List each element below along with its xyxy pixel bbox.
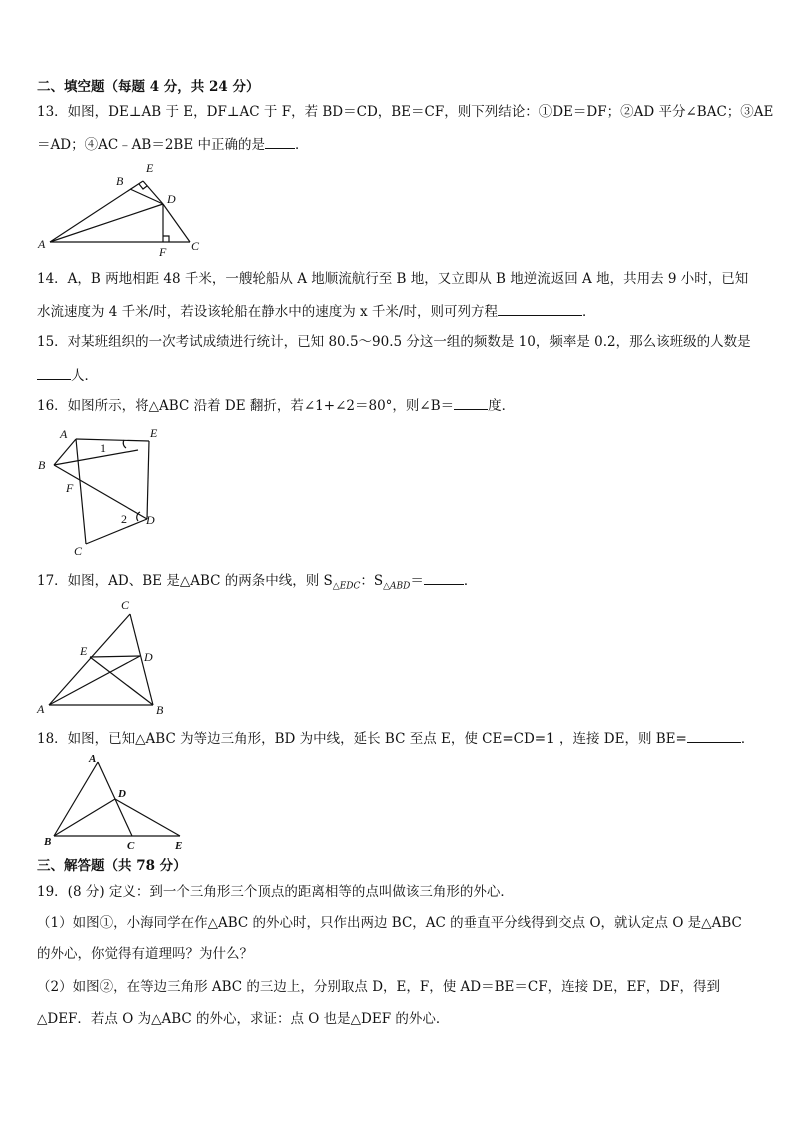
q18-line-BD bbox=[54, 799, 115, 836]
q13-label-C: C bbox=[191, 239, 200, 253]
q17-line bbox=[37, 571, 477, 596]
q17-ratio-sep: ：S bbox=[360, 573, 384, 589]
q19-line-1: 19．(8 分) 定义：到一个三角形三个顶点的距离相等的点叫做该三角形的外心． bbox=[37, 884, 514, 900]
q16-label-C: C bbox=[74, 544, 83, 558]
q16-line-ED bbox=[147, 441, 149, 519]
q19-line-2: （1）如图①，小海同学在作△ABC 的外心时，只作出两边 BC，AC 的垂直平分线得到交点 O，就认定点 O 是△ABC bbox=[37, 915, 742, 931]
q13-end: ． bbox=[294, 137, 309, 153]
q18-line-DE bbox=[115, 799, 180, 836]
q16-label-F: F bbox=[66, 481, 74, 495]
q17-line-AC bbox=[49, 614, 130, 705]
q17-label-C: C bbox=[121, 598, 130, 612]
q14-line-1: 14．A，B 两地相距 48 千米，一艘轮船从 A 地顺流航行至 B 地，又立即从 B 地逆流返回 A 地，共用去 9 小时，已知 bbox=[37, 271, 749, 287]
q13-line-AD bbox=[50, 204, 163, 242]
q17-label-B: B bbox=[156, 703, 164, 717]
q16-label-B: B bbox=[38, 458, 46, 472]
q17-diagram bbox=[34, 597, 174, 719]
q15-end: 人． bbox=[71, 368, 98, 384]
q13-text: ＝AD；④AC﹣AB＝2BE 中正确的是 bbox=[37, 137, 265, 153]
q17-equals: ＝ bbox=[410, 573, 424, 589]
q19-line-5: △DEF．若点 O 为△ABC 的外心，求证：点 O 也是△DEF 的外心． bbox=[37, 1011, 450, 1027]
q16-line-DC bbox=[86, 519, 147, 544]
q17-answer-blank bbox=[424, 571, 464, 585]
q16-diagram bbox=[34, 423, 174, 559]
q16-text: 16．如图所示，将△ABC 沿着 DE 翻折，若∠1+∠2＝80°，则∠B＝ bbox=[37, 398, 455, 414]
q17-end: ． bbox=[463, 573, 478, 589]
q16-angle-2-label: 2 bbox=[121, 512, 127, 526]
q13-right-angle-F bbox=[163, 236, 169, 242]
q18-label-D: D bbox=[118, 788, 126, 800]
q18-line bbox=[37, 729, 754, 748]
q16-line-CA bbox=[76, 439, 86, 544]
q16-figure bbox=[34, 423, 174, 563]
q16-answer-blank bbox=[454, 396, 488, 410]
q17-label-E: E bbox=[80, 644, 88, 658]
q13-label-D: D bbox=[167, 192, 176, 206]
q17-label-D: D bbox=[144, 650, 153, 664]
q17-subscript-2: △ABD bbox=[383, 581, 411, 592]
q13-line-AE bbox=[50, 181, 143, 242]
q18-label-E: E bbox=[175, 840, 183, 852]
q15-line-2 bbox=[37, 366, 98, 385]
q19-line-4: （2）如图②，在等边三角形 ABC 的三边上，分别取点 D，E，F，使 AD＝BE＝CF，连接 DE，EF，DF，得到 bbox=[37, 979, 720, 995]
q16-label-A: A bbox=[60, 427, 68, 441]
q18-text: 18．如图，已知△ABC 为等边三角形，BD 为中线，延长 BC 至点 E，使 CE=CD=1 ，连接 DE，则 BE= bbox=[37, 731, 687, 747]
q16-angle-1-arc bbox=[123, 440, 126, 448]
q18-label-A: A bbox=[89, 754, 97, 765]
q16-end: 度． bbox=[488, 398, 516, 414]
q13-label-A: A bbox=[38, 237, 46, 251]
q18-label-C: C bbox=[127, 840, 135, 852]
q19-line-3: 的外心，你觉得有道理吗？为什么？ bbox=[37, 946, 253, 962]
q17-line-EB bbox=[90, 657, 153, 705]
q13-figure bbox=[34, 158, 214, 262]
q18-label-B: B bbox=[44, 836, 52, 848]
section-2-title: 二、填空题（每题 4 分，共 24 分） bbox=[37, 79, 260, 95]
q13-diagram bbox=[34, 158, 214, 258]
q13-line-BD bbox=[130, 189, 163, 204]
q13-label-E: E bbox=[146, 161, 154, 175]
q14-line-2 bbox=[37, 302, 595, 321]
q17-line-AD bbox=[49, 656, 140, 705]
q18-line-BA bbox=[54, 762, 98, 836]
q14-end: ． bbox=[581, 304, 596, 320]
q13-line-2 bbox=[37, 135, 308, 154]
q18-figure bbox=[34, 754, 204, 858]
q17-subscript-1: △EDC bbox=[332, 581, 361, 592]
q16-label-E: E bbox=[150, 426, 158, 440]
q13-label-F: F bbox=[159, 245, 167, 258]
q16-line-AE bbox=[76, 439, 149, 441]
q16-angle-1-label: 1 bbox=[100, 441, 106, 455]
q13-answer-blank bbox=[265, 135, 295, 149]
q17-text: 17．如图，AD、BE 是△ABC 的两条中线，则 S bbox=[37, 573, 333, 589]
q15-answer-blank bbox=[37, 366, 71, 380]
q13-label-B: B bbox=[116, 174, 124, 188]
q16-line-BE-fold bbox=[54, 450, 138, 465]
q15-line-1: 15．对某班组织的一次考试成绩进行统计，已知 80.5～90.5 分这一组的频数是 10，频率是 0.2，那么该班级的人数是 bbox=[37, 334, 751, 350]
q17-label-A: A bbox=[37, 702, 45, 716]
q13-line-1: 13．如图，DE⊥AB 于 E，DF⊥AC 于 F，若 BD＝CD，BE＝CF，则下列结论：①DE＝DF；②AD 平分∠BAC；③AE bbox=[37, 104, 774, 120]
q13-line-ED bbox=[143, 181, 163, 204]
q14-text: 水流速度为 4 千米/时，若设该轮船在静水中的速度为 x 千米/时，则可列方程 bbox=[37, 304, 498, 320]
q18-end: ． bbox=[740, 731, 755, 747]
q18-diagram bbox=[34, 754, 204, 854]
q18-answer-blank bbox=[687, 729, 741, 743]
q16-line bbox=[37, 396, 515, 415]
q16-label-D: D bbox=[146, 513, 155, 527]
q17-line-ED bbox=[90, 656, 140, 657]
section-3-title: 三、解答题（共 78 分） bbox=[37, 858, 187, 874]
q14-answer-blank bbox=[498, 302, 582, 316]
q17-figure bbox=[34, 597, 174, 723]
